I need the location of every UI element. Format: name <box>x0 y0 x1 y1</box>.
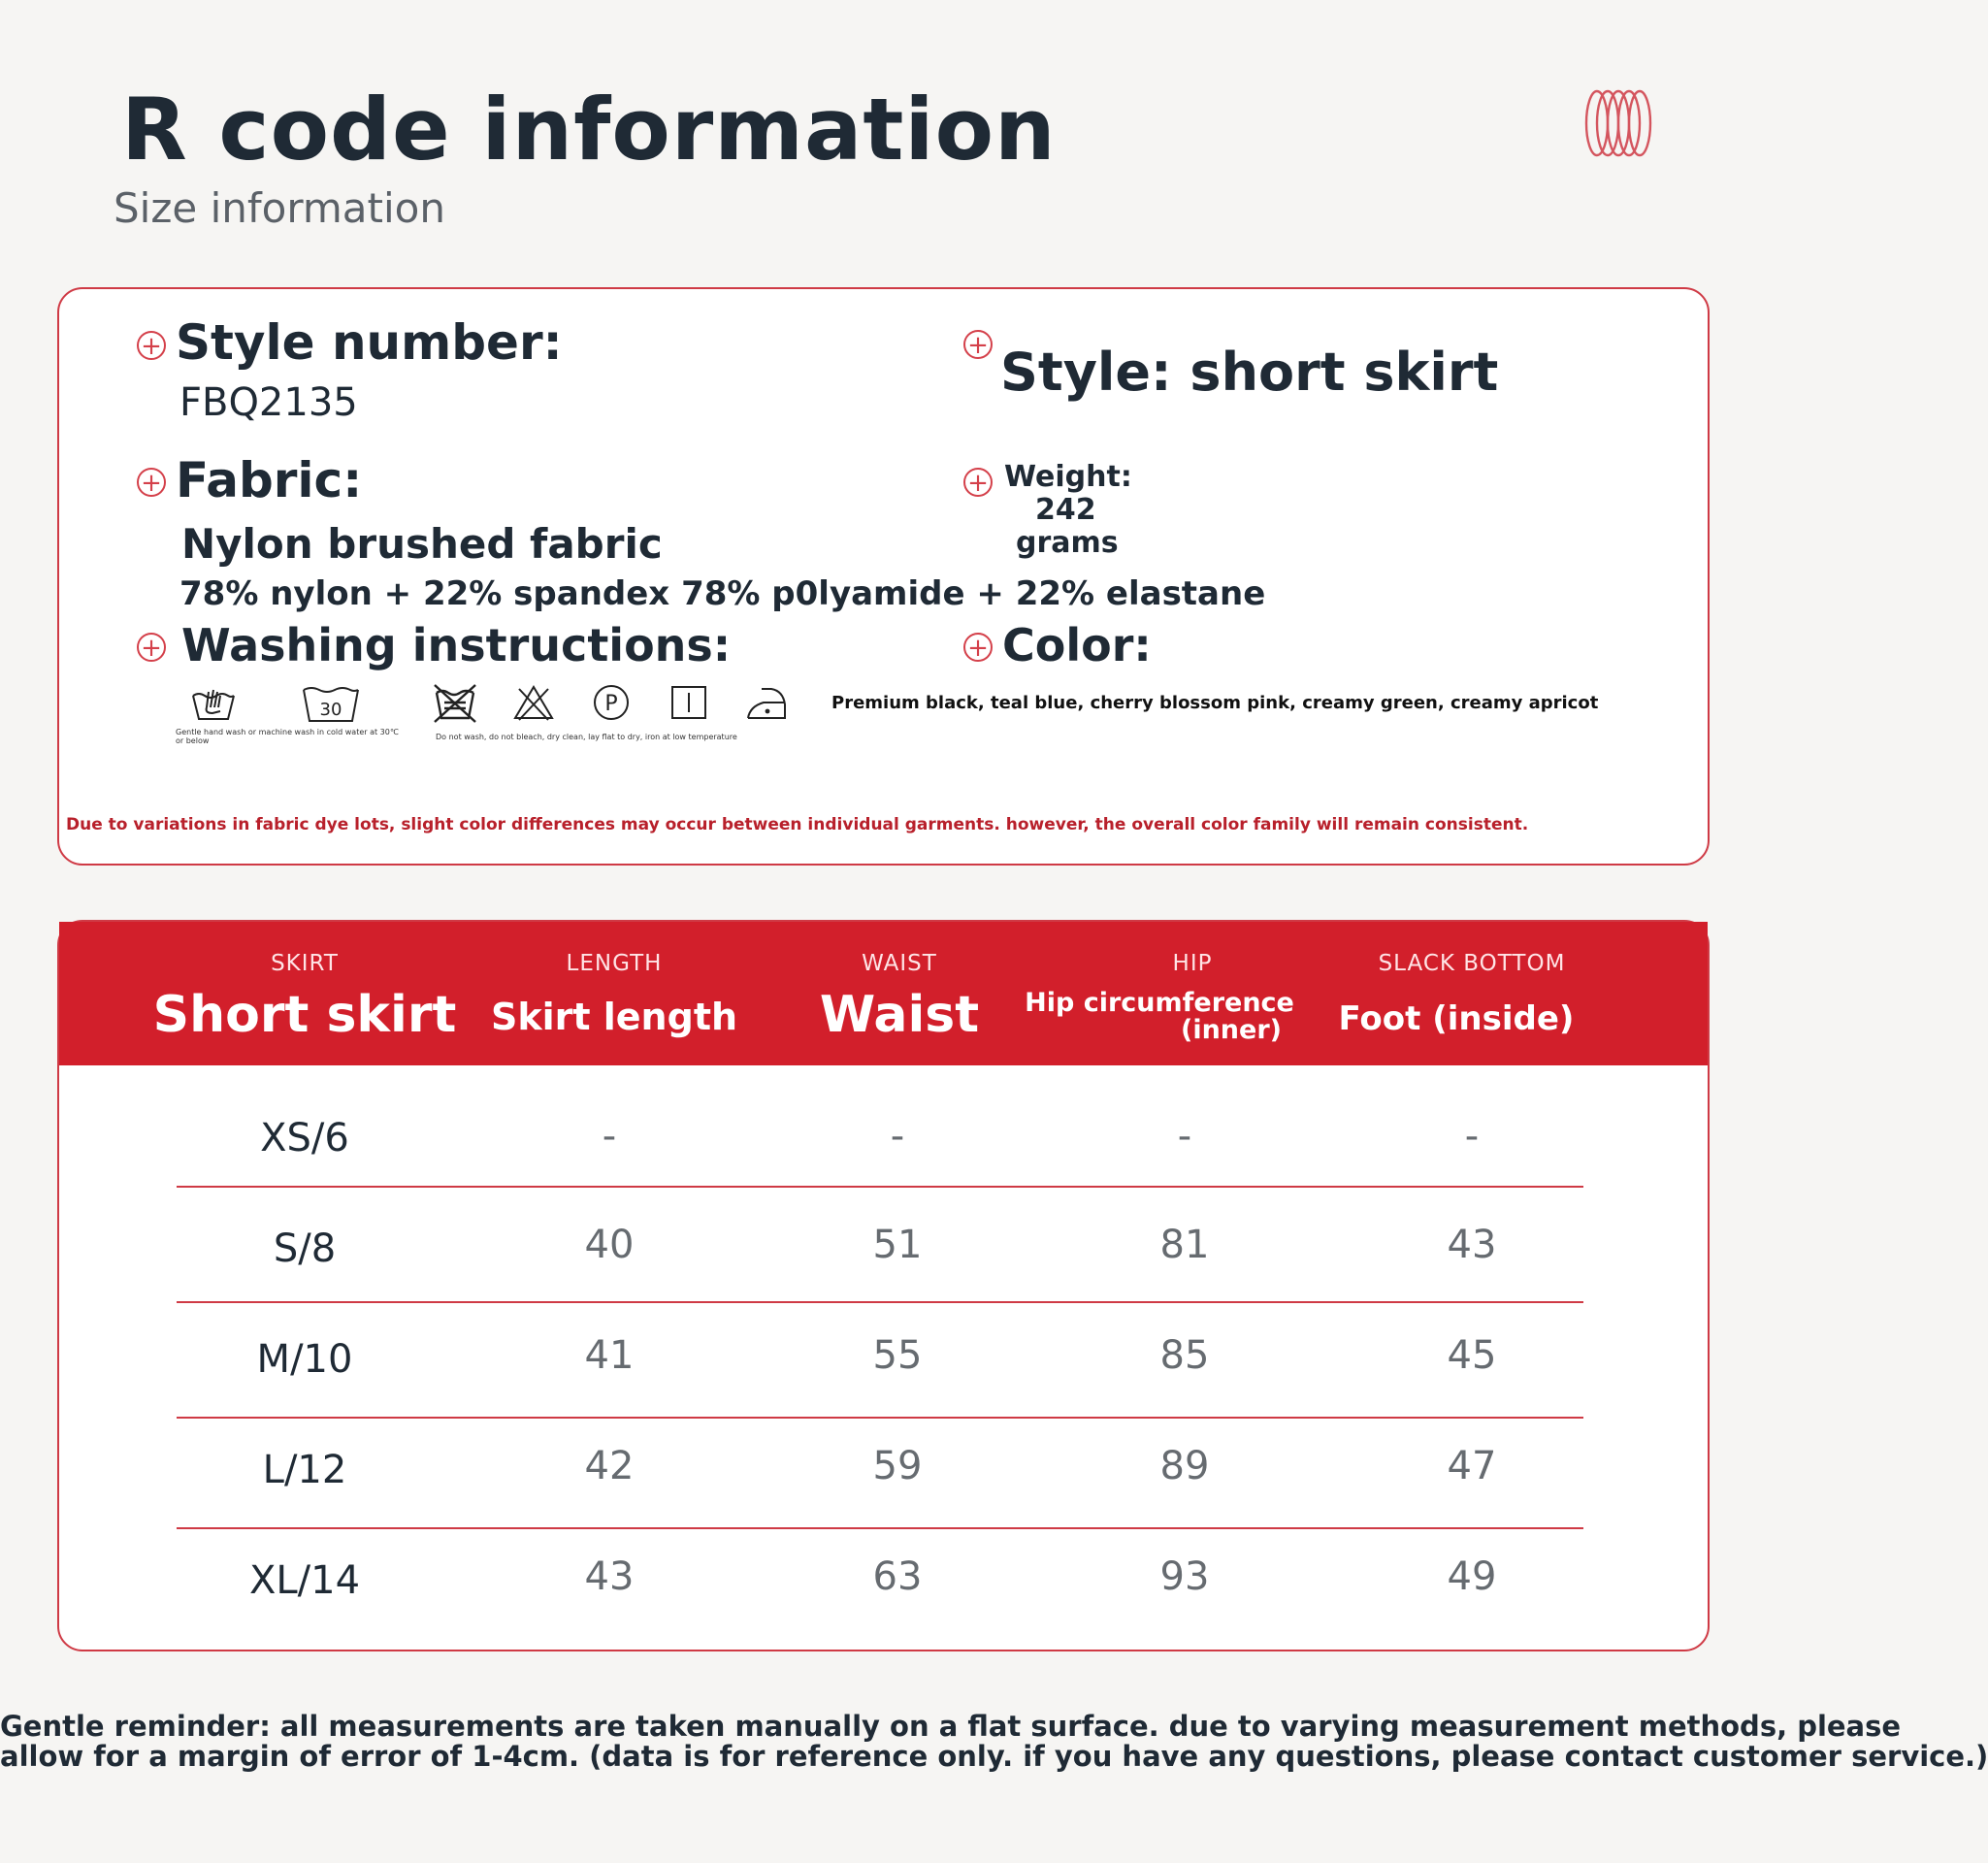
hip-cell: 93 <box>1159 1554 1210 1599</box>
hip-cell: 89 <box>1159 1444 1210 1488</box>
foot-cell: - <box>1464 1114 1480 1159</box>
column-header-hip-line2: (inner) <box>1180 1015 1283 1045</box>
column-header-foot: Foot (inside) <box>1338 999 1575 1038</box>
plus-circle-icon: + <box>963 330 993 359</box>
row-divider <box>177 1417 1583 1419</box>
waist-cell: 63 <box>872 1554 923 1599</box>
washing-label: Washing instructions: <box>181 619 732 671</box>
weight-unit: grams <box>1016 526 1119 560</box>
washing-note-1: Gentle hand wash or machine wash in cold water at 30℃ or below <box>176 728 399 745</box>
plus-circle-icon: + <box>137 633 166 662</box>
column-header-small: WAIST <box>862 951 937 976</box>
row-divider <box>177 1186 1583 1188</box>
row-divider <box>177 1527 1583 1529</box>
dry-clean-icon <box>587 681 636 724</box>
length-cell: - <box>602 1114 617 1159</box>
style-number-value: FBQ2135 <box>179 380 358 425</box>
size-cell: S/8 <box>273 1226 337 1271</box>
lay-flat-dry-icon <box>665 681 713 724</box>
foot-cell: 49 <box>1447 1554 1497 1599</box>
plus-circle-icon: + <box>963 468 993 497</box>
waist-cell: 59 <box>872 1444 923 1488</box>
column-header-small: LENGTH <box>566 951 663 976</box>
plus-circle-icon: + <box>137 331 166 360</box>
fabric-name: Nylon brushed fabric <box>181 520 663 568</box>
column-header-short-skirt: Short skirt <box>152 986 457 1044</box>
foot-cell: 45 <box>1447 1333 1497 1378</box>
hand-wash-icon <box>189 682 238 725</box>
hip-cell: 85 <box>1159 1333 1210 1378</box>
hip-cell: 81 <box>1159 1223 1210 1267</box>
length-cell: 41 <box>584 1333 635 1378</box>
reminder-line-2: allow for a margin of error of 1-4cm. (data is for reference only. if you have any questions, please contact customer service.) <box>0 1740 1988 1773</box>
hip-cell: - <box>1177 1114 1192 1159</box>
column-header-small: SLACK BOTTOM <box>1378 951 1566 976</box>
dry-clean-letter: P <box>604 692 618 716</box>
brand-logo-icon <box>1583 87 1653 159</box>
weight-value: 242 <box>1035 493 1096 527</box>
washing-note-2: Do not wash, do not bleach, dry clean, lay flat to dry, iron at low temperature <box>436 733 737 741</box>
weight-label: Weight: <box>1004 460 1132 494</box>
size-table <box>57 920 1710 1651</box>
size-cell: XL/14 <box>248 1558 361 1603</box>
length-cell: 42 <box>584 1444 635 1488</box>
size-cell: XS/6 <box>260 1116 349 1160</box>
length-cell: 40 <box>584 1223 635 1267</box>
page-subtitle: Size information <box>114 184 445 232</box>
fabric-composition: 78% nylon + 22% spandex 78% p0lyamide + 22% elastane <box>179 574 1266 613</box>
size-cell: M/10 <box>256 1337 353 1382</box>
wash-30-icon <box>300 682 362 725</box>
page-title: R code information <box>121 80 1057 180</box>
wash-temp-label: 30 <box>319 700 342 720</box>
column-header-hip-line1: Hip circumference <box>1025 988 1294 1018</box>
size-cell: L/12 <box>262 1448 347 1492</box>
color-values: Premium black, teal blue, cherry blossom pink, creamy green, creamy apricot <box>831 693 1599 713</box>
table-header <box>59 922 1708 1065</box>
fabric-label: Fabric: <box>176 452 363 508</box>
waist-cell: - <box>890 1114 905 1159</box>
style-label: Style: short skirt <box>1000 342 1499 403</box>
product-info-card <box>57 287 1710 866</box>
style-number-label: Style number: <box>176 314 563 371</box>
do-not-wash-icon <box>431 681 479 724</box>
reminder-line-1: Gentle reminder: all measurements are taken manually on a flat surface. due to varying measurement methods, please <box>0 1710 1902 1743</box>
do-not-bleach-icon <box>509 681 558 724</box>
plus-circle-icon: + <box>963 633 993 662</box>
dye-lot-note: Due to variations in fabric dye lots, slight color differences may occur between individual garments. however, the overall color family will remain consistent. <box>66 815 1529 834</box>
length-cell: 43 <box>584 1554 635 1599</box>
foot-cell: 43 <box>1447 1223 1497 1267</box>
iron-low-icon <box>742 681 791 724</box>
waist-cell: 55 <box>872 1333 923 1378</box>
foot-cell: 47 <box>1447 1444 1497 1488</box>
column-header-skirt-length: Skirt length <box>490 996 738 1038</box>
column-header-small: SKIRT <box>271 951 339 976</box>
plus-circle-icon: + <box>137 468 166 497</box>
color-label: Color: <box>1002 619 1152 671</box>
row-divider <box>177 1301 1583 1303</box>
column-header-waist: Waist <box>819 986 980 1044</box>
column-header-small: HIP <box>1172 951 1213 976</box>
waist-cell: 51 <box>872 1223 923 1267</box>
